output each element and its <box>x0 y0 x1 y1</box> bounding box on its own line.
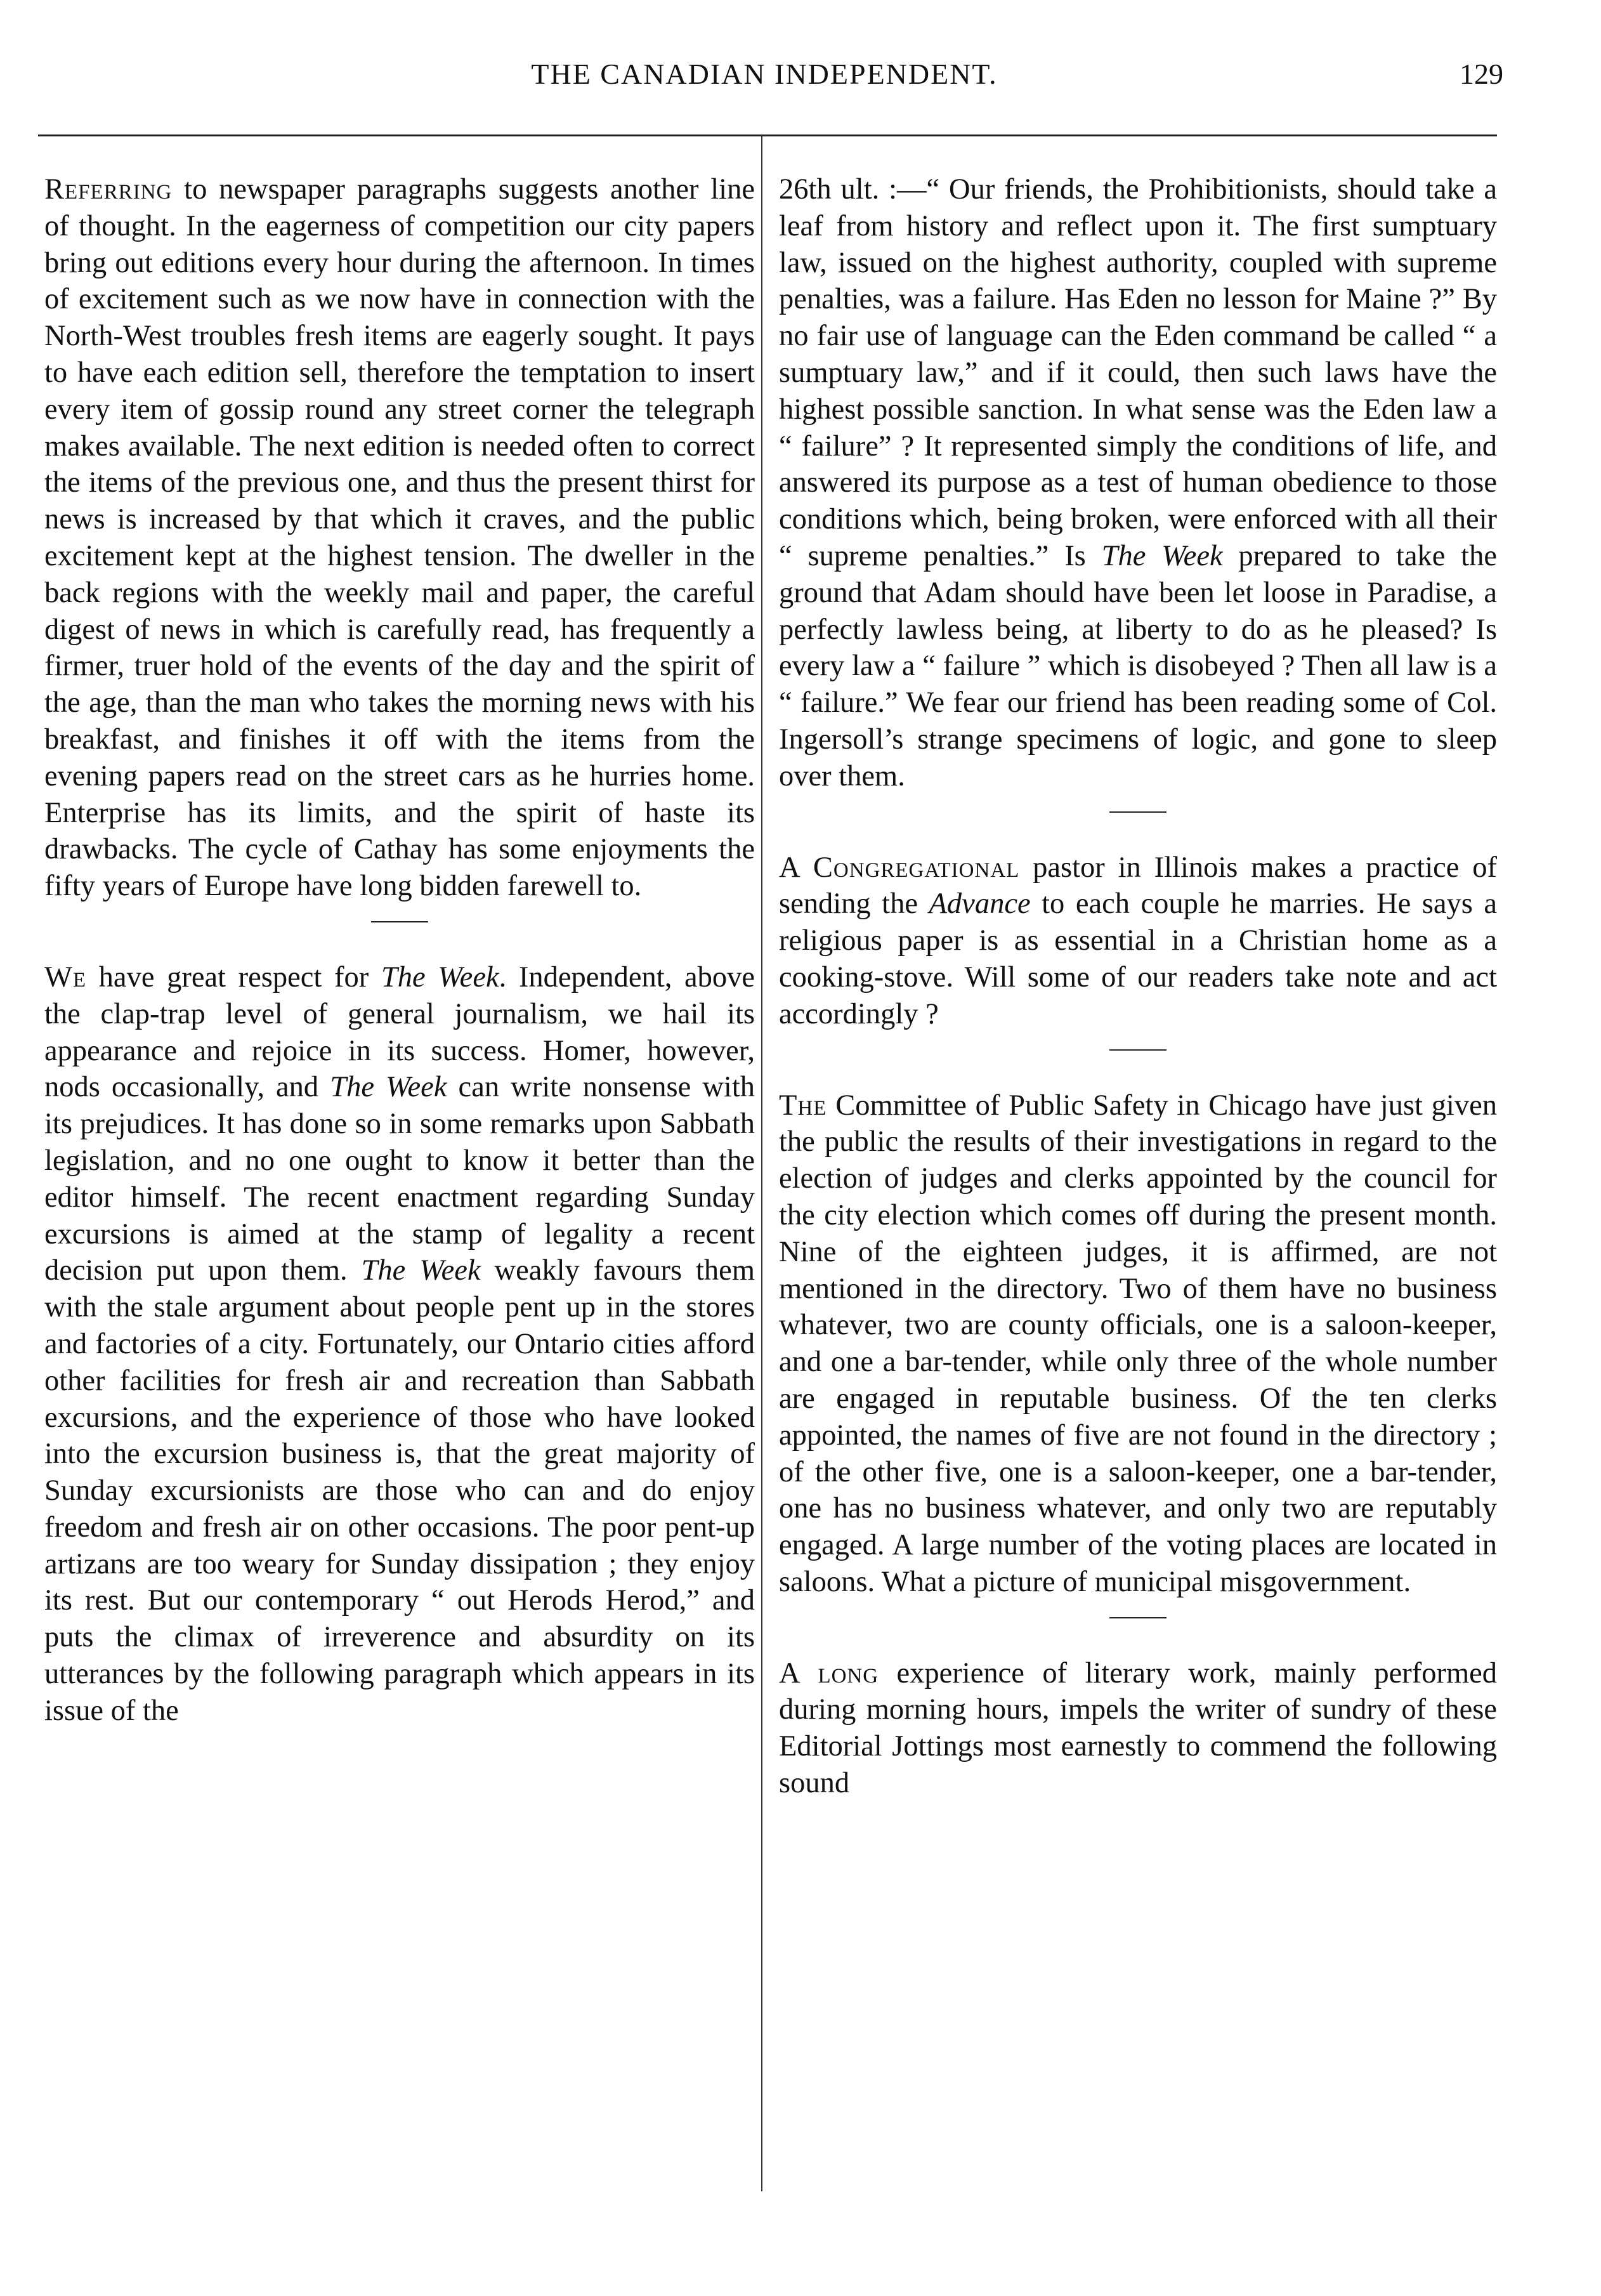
paragraph-body: experience of literary work, mainly performed during morning hours, impels the writer of sundry of these Editorial Jottings most earnestly to commend the following sound <box>779 1656 1498 1800</box>
paragraph-body: . Independent, above the clap-trap level of general journalism, we hail its appearance and rejoice in its success. Homer, however, nods occasionally, and <box>44 961 755 1104</box>
paragraph-body: to newspaper paragraphs suggests another line of thought. In the eagerness of competition our city papers bring out editions every hour during the afternoon. In times of excitement such as we now have in connection with the North-West troubles fresh items are eagerly sought. It pays to have each edition sell, therefore the temptation to insert every item of gossip round any street corner the telegraph makes available. The next edition is needed often to correct the items of the previous one, and thus the present thirst for news is increased by that which it craves, and the public excitement kept at the highest tension. The dweller in the back regions with the weekly mail and paper, the careful digest of news in which is carefully read, has frequently a firmer, truer hold of the events of the day and the spirit of the age, than the man who takes the morning news with his breakfast, and finishes it off with the items from the evening papers read on the street cars as he hurries home. Enterprise has its limits, and the spirit of haste its drawbacks. The cycle of Cathay has some enjoyments the fifty years of Europe have long bidden farewell to. <box>44 173 755 903</box>
lead-word: Referring <box>44 173 173 206</box>
left-column <box>44 171 755 1729</box>
paragraph-body: pastor in Illinois makes a practice of sending the <box>779 851 1497 921</box>
publication-title: THE CANADIAN INDEPENDENT. <box>531 58 998 90</box>
publication-name: The Week <box>361 1254 481 1287</box>
section-separator <box>371 921 428 922</box>
paragraph-congregational-pastor <box>779 850 1497 1033</box>
paragraph-prohibitionists <box>779 171 1497 795</box>
section-separator <box>1109 1617 1166 1618</box>
section-separator <box>1109 1049 1166 1051</box>
paragraph-the-week <box>44 959 755 1729</box>
column-divider <box>761 136 762 2191</box>
page-number: 129 <box>1460 58 1503 90</box>
paragraph-body: have great respect for <box>86 961 381 994</box>
paragraph-chicago-committee <box>779 1087 1497 1601</box>
paragraph-body: prepared to take the ground that Adam should have been let loose in Paradise, a perfectly lawless being, at liberty to do as he pleased? Is every law a “ failure ” which is disobeyed ? Then all law is a “ failure.” We fear our friend has been reading some of Col. Ingersoll’s strange specimens of logic, and gone to sleep over them. <box>779 539 1497 792</box>
lead-word: A Congregational <box>779 851 1020 884</box>
paragraph-body: weakly favours them with the stale argument about people pent up in the stores and factories of a city. Fortunately, our Ontario cities afford other facilities for fresh air and recreation than Sabbath excursions, and the experience of those who have looked into the excursion business is, that the great majority of Sunday excursionists are those who can and do enjoy freedom and fresh air on other occasions. The poor pent-up artizans are too weary for Sunday dissipation ; they enjoy its rest. But our contemporary “ out Herods Herod,” and puts the climax of irreverence and absurdity on its utterances by the following paragraph which appears in its issue of the <box>44 1254 755 1727</box>
publication-name: The Week <box>330 1071 447 1104</box>
paragraph-literary-work <box>779 1655 1497 1802</box>
header-rule <box>38 134 1497 136</box>
publication-name: Advance <box>929 888 1031 921</box>
page-header <box>25 57 1503 108</box>
paragraph-body: can write nonsense with its prejudices. It has done so in some remarks upon Sabbath legislation, and no one ought to know it better than the editor himself. The recent enactment regarding Sunday excursions is aimed at the stamp of legality a recent decision put upon them. <box>44 1071 755 1287</box>
paragraph-body: to each couple he marries. He says a religious paper is as essential in a Christian home as a cooking-stove. Will some of our readers take note and act accordingly ? <box>779 888 1498 1030</box>
lead-word: The <box>779 1089 827 1122</box>
lead-word: We <box>44 961 87 994</box>
paragraph-body: 26th ult. :—“ Our friends, the Prohibitionists, should take a leaf from history and reflect upon it. The first sumptuary law, issued on the highest authority, coupled with supreme penalties, was a failure. Has Eden no lesson for Maine ?” By no fair use of language can the Eden command be called “ a sumptuary law,” and if it could, then such laws have the highest possible sanction. In what sense was the Eden law a “ failure” ? It represented simply the conditions of life, and answered its purpose as a test of human obedience to those conditions which, being broken, were enforced with all their “ supreme penalties.” Is <box>779 173 1497 572</box>
right-column <box>779 171 1497 1802</box>
publication-name: The Week <box>1101 539 1223 572</box>
paragraph-newspaper-editions <box>44 171 755 905</box>
lead-word: A long <box>779 1656 879 1689</box>
section-separator <box>1109 811 1166 813</box>
publication-name: The Week <box>381 961 499 994</box>
paragraph-body: Committee of Public Safety in Chicago have just given the public the results of their investigations in regard to the election of judges and clerks appointed by the council for the city election which comes off during the present month. Nine of the eighteen judges, it is affirmed, are not mentioned in the directory. Two of them have no business whatever, two are county officials, one is a saloon-keeper, and one a bar-tender, while only three of the whole number are engaged in reputable business. Of the ten clerks appointed, the names of five are not found in the directory ; of the other five, one is a saloon-keeper, one a bar-tender, one has no business whatever, and only two are reputably engaged. A large number of the voting places are located in saloons. What a picture of municipal misgovernment. <box>779 1089 1497 1598</box>
